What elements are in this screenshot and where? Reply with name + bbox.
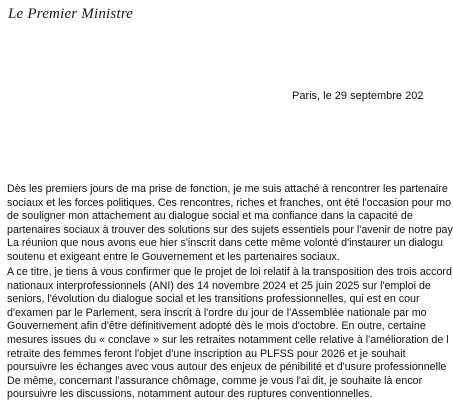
text-line: nationaux interprofessionnels (ANI) des 14 novembre 2024 et 25 juin 2025 sur l'emploi de xyxy=(7,279,431,292)
dateline: Paris, le 29 septembre 202 xyxy=(292,90,424,102)
text-line: d'examen par le Parlement, sera inscrit à l'ordre du jour de l'Assemblée nationale par mo xyxy=(7,306,427,319)
body-paragraph-2 xyxy=(7,266,452,402)
text-line: seniors, l'évolution du dialogue social et les transitions professionnelles, qui est en cour xyxy=(7,293,420,306)
text-line: partenaires sociaux à trouver des solutions sur des sujets essentiels pour l'avenir de notre pay xyxy=(7,223,453,236)
text-line: de souligner mon attachement au dialogue social et ma confiance dans la capacité de xyxy=(7,210,413,223)
text-line: retraite des femmes feront l'objet d'une inscription au PLFSS pour 2026 et je souhait xyxy=(7,347,406,360)
text-line: A ce titre, je tiens à vous confirmer que le projet de loi relatif à la transposition des trois accord xyxy=(7,266,452,278)
text-line: soutenu et exigeant entre le Gouvernement et les partenaires sociaux. xyxy=(7,250,340,263)
letterhead: Le Premier Ministre xyxy=(8,6,134,22)
text-line: Dès les premiers jours de ma prise de fonction, je me suis attaché à rencontrer les partenaire xyxy=(7,183,448,195)
text-line: De même, concernant l'assurance chômage, comme je vous l'ai dit, je souhaite là encor xyxy=(7,374,423,387)
text-line: La réunion que nous avons eue hier s'inscrit dans cette même volonté d'instaurer un dialogu xyxy=(7,237,444,250)
text-line: poursuivre les discussions, notamment autour des ruptures conventionnelles. xyxy=(7,388,373,401)
text-line: sociaux et les forces politiques. Ces rencontres, riches et franches, ont été l'occasion pour mo xyxy=(7,196,452,209)
text-line: mesures issues du « conclave » sur les retraites notamment celle relative à l'amélioration de l xyxy=(7,333,449,346)
text-line: Gouvernement afin d'être définitivement adopté dès le mois d'octobre. En outre, certaine xyxy=(7,320,426,333)
text-line: poursuivre les échanges avec vous autour des enjeux de pénibilité et d'usure professionnelle xyxy=(7,361,447,374)
body-paragraph-1 xyxy=(7,183,453,265)
